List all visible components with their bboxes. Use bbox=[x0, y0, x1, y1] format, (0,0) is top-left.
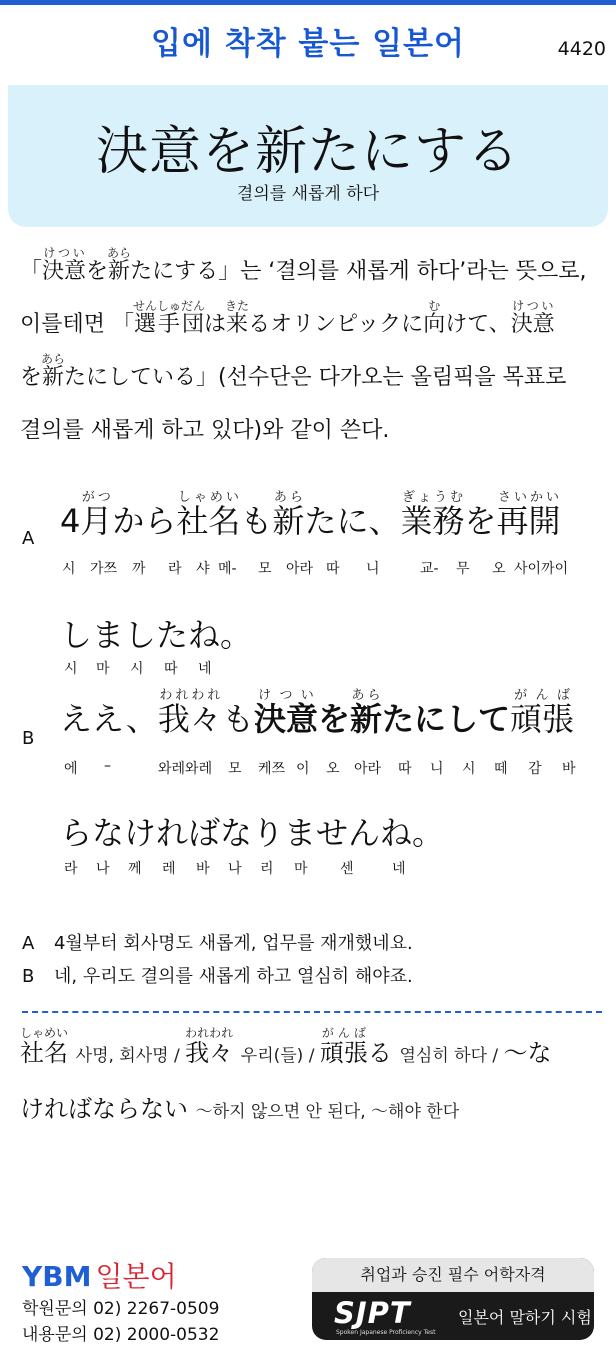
academy-contact: 학원문의 02) 2267-0509 bbox=[22, 1299, 220, 1319]
dialogue-b-line-2: らなければなりませんね。 bbox=[60, 814, 445, 852]
sjpt-banner bbox=[312, 1258, 594, 1340]
sjpt-description: 일본어 말하기 시험 bbox=[458, 1308, 592, 1327]
expression-title: 決意を新たにする bbox=[95, 122, 520, 182]
ruby-word: 決意けつい bbox=[510, 299, 555, 337]
dialogue-a-line-2: しましたね。 bbox=[60, 616, 253, 654]
vocabulary-block bbox=[20, 1025, 605, 1137]
intro-line-3: を新あらたにしている」(선수단은 다가오는 올림픽을 목표로 bbox=[20, 352, 567, 390]
ybm-logo: YBM 일본어 bbox=[22, 1260, 177, 1293]
dashed-divider bbox=[22, 1011, 602, 1013]
ruby-word: 新あら bbox=[41, 352, 66, 390]
intro-paragraph bbox=[20, 245, 605, 457]
expression-meaning: 결의를 새롭게 하다 bbox=[236, 184, 380, 204]
sjpt-logo: SJPT bbox=[334, 1296, 411, 1330]
translation-a: A 4월부터 회사명도 새롭게, 업무를 재개했네요. bbox=[22, 933, 413, 954]
translation-b: B 네, 우리도 결의를 새롭게 하고 열심히 해야죠. bbox=[22, 966, 413, 987]
dialogue-a-line-1: 4月がつから社名しゃめいも新あらたに、業務ぎょうむを再開さいかい bbox=[60, 490, 561, 540]
title-banner bbox=[8, 85, 608, 227]
intro-line-4: 결의를 새롭게 하고 있다)와 같이 쓴다. bbox=[20, 418, 390, 443]
episode-number: 4420 bbox=[557, 38, 606, 60]
ruby-word: 新あら bbox=[107, 246, 132, 284]
sjpt-subtitle: Spoken Japanese Proficiency Test bbox=[336, 1329, 436, 1336]
intro-line-2: 이를테면 「選手団せんしゅだんは来きたるオリンピックに向むけて、決意けつい bbox=[20, 299, 555, 337]
ruby-word: 来きた bbox=[225, 299, 250, 337]
content-contact: 내용문의 02) 2000-0532 bbox=[22, 1325, 220, 1345]
intro-line-1: 「決意けついを新あらたにする」는 ‘결의를 새롭게 하다’라는 뜻으로, bbox=[20, 246, 587, 284]
top-rule bbox=[0, 0, 616, 5]
speaker-b-label: B bbox=[22, 728, 35, 749]
speaker-a-label: A bbox=[22, 528, 35, 549]
vocab-line-2: ければならない ～하지 않으면 안 된다, ～해야 한다 bbox=[20, 1095, 460, 1123]
sjpt-tagline: 취업과 승진 필수 어학자격 bbox=[312, 1258, 594, 1292]
ruby-word: 選手団せんしゅだん bbox=[133, 299, 206, 337]
contact-info bbox=[22, 1296, 219, 1348]
dialogue-b-line-1: ええ、我々われわれも決意けついを新あらたにして頑張がんば bbox=[60, 688, 575, 738]
translation-block bbox=[22, 927, 413, 993]
ruby-word: 決意けつい bbox=[42, 246, 87, 284]
series-title: 입에 착착 붙는 일본어 bbox=[151, 26, 465, 62]
ruby-word: 向む bbox=[423, 299, 446, 337]
vocab-line-1: 社名しゃめい 사명, 회사명 / 我々われわれ 우리(들) / 頑張がんばる 열심히 하다 / ～な bbox=[20, 1026, 552, 1067]
